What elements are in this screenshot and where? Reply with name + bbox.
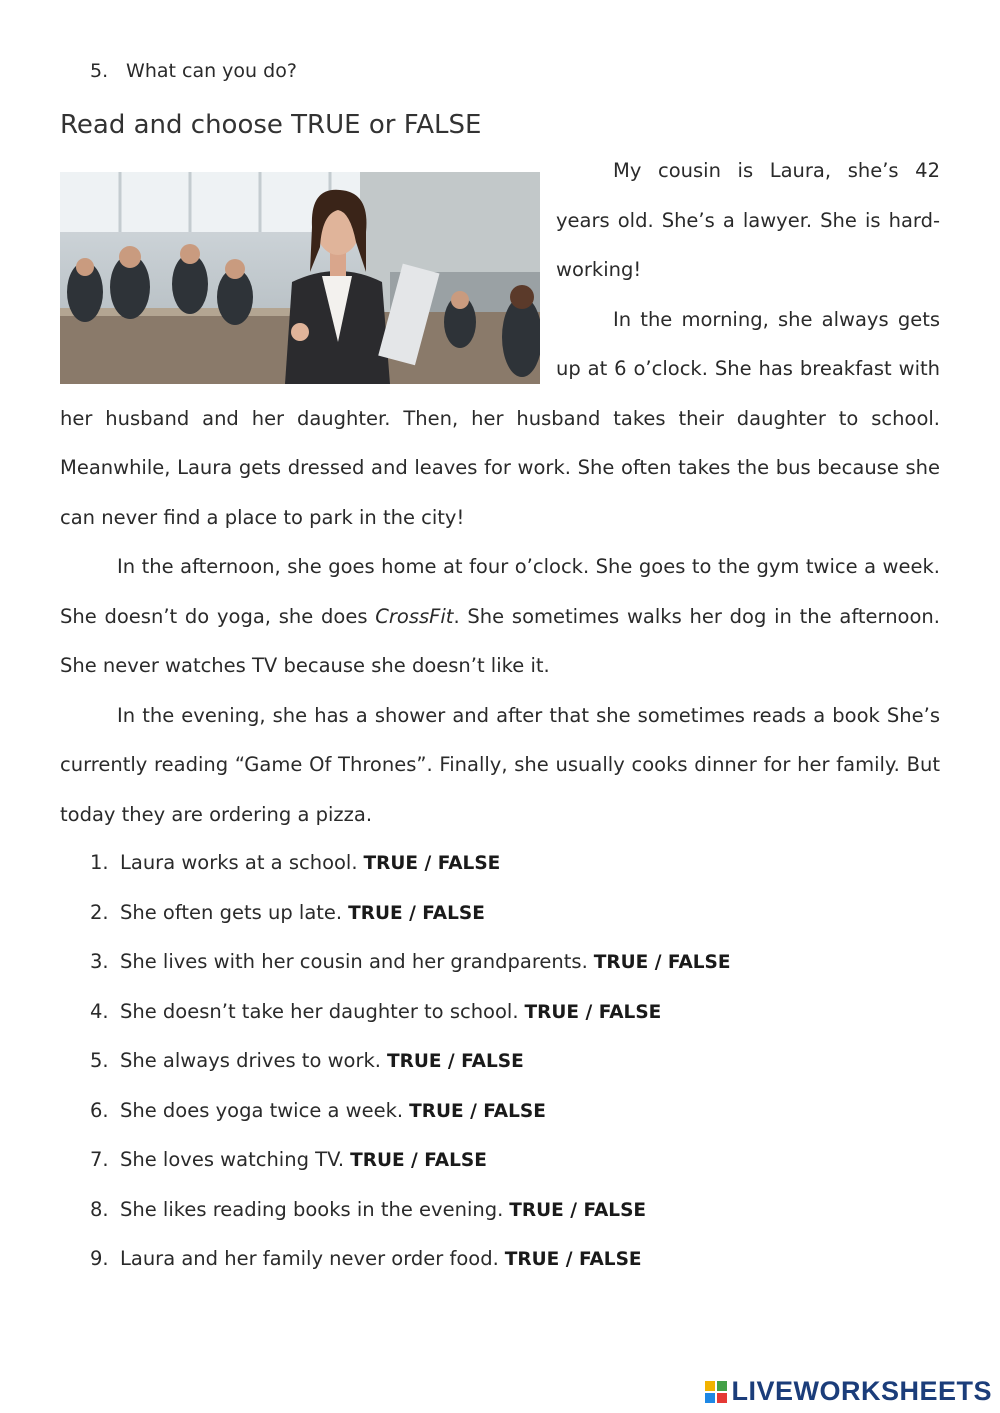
- question-item: [90, 888, 970, 938]
- brand-name: LIVEWORKSHEETS: [731, 1376, 992, 1406]
- true-false-options[interactable]: TRUE / FALSE: [504, 1249, 642, 1270]
- true-false-questions: [90, 838, 970, 1284]
- question-number: 7.: [90, 1148, 109, 1171]
- question-item: [90, 1234, 970, 1284]
- true-false-options[interactable]: TRUE / FALSE: [350, 1150, 487, 1171]
- question-item: [90, 1036, 970, 1086]
- question-item: [90, 1135, 970, 1185]
- passage-paragraph-2: In the morning, she always gets up at 6 o’clock. She has breakfast with her husband and her daughter. Then, her husband takes their daughter to school. Meanwhile, Laura gets dressed and leaves for work. She often takes the bus because she can never find a place to park in the city!: [60, 307, 940, 529]
- passage-paragraph-3: [60, 542, 940, 691]
- true-false-options[interactable]: TRUE / FALSE: [509, 1199, 647, 1221]
- passage-paragraph-4: In the evening, she has a shower and after that she sometimes reads a book She’s currently reading “Game Of Thrones”. Finally, she usually cooks dinner for her family. But today they are ordering a pizza.: [60, 703, 940, 826]
- question-text: She often gets up late.: [120, 900, 343, 924]
- question-text: She loves watching TV.: [120, 1148, 345, 1171]
- question-number: 1.: [90, 851, 109, 874]
- passage-crossfit: CrossFit: [375, 604, 454, 628]
- question-item: [90, 987, 970, 1037]
- true-false-options[interactable]: TRUE / FALSE: [363, 853, 501, 874]
- question-number: 5.: [90, 1049, 109, 1072]
- question-item: [90, 1086, 970, 1136]
- true-false-options[interactable]: TRUE / FALSE: [409, 1100, 546, 1122]
- true-false-options[interactable]: TRUE / FALSE: [348, 902, 485, 924]
- question-text: Laura works at a school.: [120, 851, 358, 874]
- question-item: [90, 838, 970, 888]
- question-number: 3.: [90, 950, 109, 973]
- passage-paragraph-1: My cousin is Laura, she’s 42 years old. She’s a lawyer. She is hard-working!: [556, 159, 940, 281]
- question-number: 9.: [90, 1247, 109, 1270]
- reading-passage: [60, 146, 940, 839]
- question-number: 6.: [90, 1098, 109, 1122]
- question-text: Laura and her family never order food.: [120, 1247, 499, 1270]
- image-float-spacer: [60, 146, 556, 391]
- question-number: 8.: [90, 1197, 109, 1221]
- true-false-options[interactable]: TRUE / FALSE: [524, 1001, 662, 1023]
- passage-paragraph-3-start: In the afternoon, she goes home at four o’clock. She goes to the gym twice a week. She doesn’t do yoga, she does: [60, 555, 940, 628]
- question-text: She always drives to work.: [120, 1049, 381, 1072]
- true-false-options[interactable]: TRUE / FALSE: [386, 1051, 524, 1072]
- question-text: She doesn’t take her daughter to school.: [120, 999, 519, 1023]
- question-item: [90, 937, 970, 987]
- previous-question-text: What can you do?: [126, 60, 297, 82]
- liveworksheets-brand: [705, 1376, 992, 1407]
- previous-question-number: 5.: [90, 60, 109, 82]
- section-heading: Read and choose TRUE or FALSE: [60, 110, 482, 140]
- true-false-options[interactable]: TRUE / FALSE: [593, 952, 731, 973]
- passage-paragraph-3-end: . She sometimes walks her dog in the afternoon. She never watches TV because she doesn’t like it.: [60, 604, 940, 677]
- question-text: She likes reading books in the evening.: [120, 1197, 504, 1221]
- previous-question: [90, 60, 297, 82]
- question-text: She does yoga twice a week.: [120, 1098, 404, 1122]
- liveworksheets-logo-icon: [705, 1381, 727, 1403]
- question-text: She lives with her cousin and her grandparents.: [120, 950, 588, 973]
- question-number: 2.: [90, 900, 109, 924]
- question-number: 4.: [90, 999, 109, 1023]
- question-item: [90, 1185, 970, 1235]
